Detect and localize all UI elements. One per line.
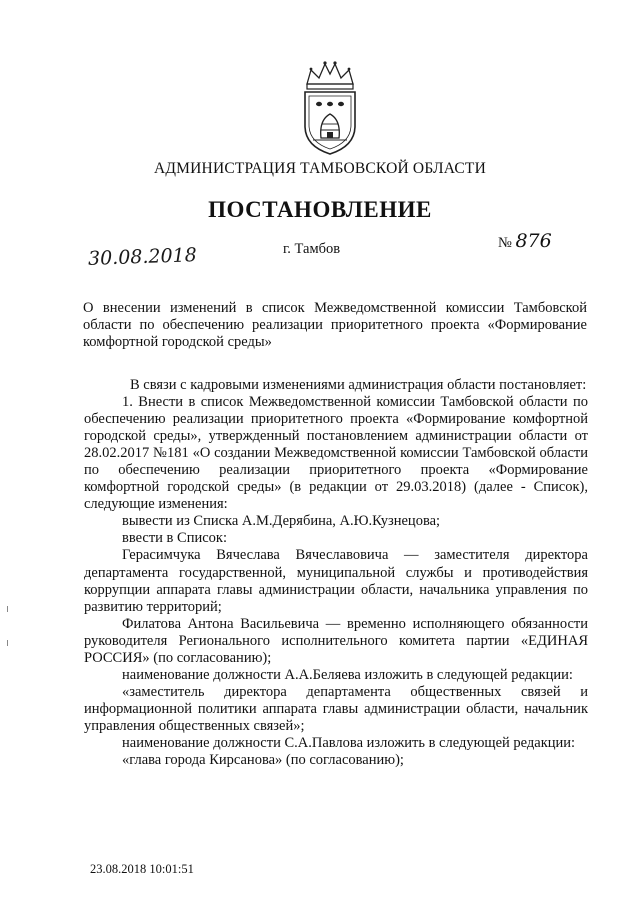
number-sign: №: [498, 235, 512, 251]
add-members-paragraph: ввести в Список:: [122, 530, 227, 547]
remove-members-paragraph: вывести из Списка А.М.Дерябина, А.Ю.Кузнецова;: [122, 513, 441, 530]
city-label: г. Тамбов: [283, 241, 341, 257]
document-number: [498, 230, 552, 252]
document-subject: О внесении изменений в список Межведомственной комиссии Тамбовской области по обеспечению реализации приоритетного проекта «Формирование комфортной городской среды»: [83, 300, 587, 350]
position-belyaev-text-paragraph: «заместитель директора департамента общественных связей и информационной политики аппарата главы администрации области, начальник управления общественных связей»;: [84, 683, 588, 734]
scan-mark: [7, 606, 8, 612]
position-pavlov-text-paragraph: «глава города Кирсанова» (по согласованию);: [122, 752, 404, 769]
coat-of-arms-icon: [295, 58, 365, 158]
clause-1-paragraph: 1. Внести в список Межведомственной комиссии Тамбовской области по обеспечению реализации приоритетного проекта «Формирование комфортной городской среды», утвержденный постановлением администрации области от 28.02.2017 №181 «О создании Межведомственной комиссии Тамбовской области по обеспечению реализации приоритетного проекта «Формирование комфортной городской среды» (в редакции от 29.03.2018) (далее - Список), следующие изменения:: [84, 394, 588, 513]
document-type-title: ПОСТАНОВЛЕНИЕ: [208, 197, 432, 222]
scan-mark: [7, 640, 8, 646]
handwritten-date: 30.08.2018: [87, 244, 198, 270]
member-gerasimchuk-paragraph: Герасимчука Вячеслава Вячеславовича — заместителя директора департамента государственной, муниципальной службы и противодействия коррупции аппарата главы администрации области, начальника управления по развитию территорий;: [84, 547, 588, 615]
handwritten-number: 876: [515, 230, 552, 252]
member-filatov-paragraph: Филатова Антона Васильевича — временно исполняющего обязанности руководителя Регионального исполнительного комитета партии «ЕДИНАЯ РОССИЯ» (по согласованию);: [84, 615, 588, 666]
preamble-paragraph: В связи с кадровыми изменениями администрация области постановляет:: [130, 377, 587, 393]
position-pavlov-paragraph: наименование должности С.А.Павлова изложить в следующей редакции:: [122, 734, 576, 751]
document-body: [84, 377, 588, 769]
print-timestamp: 23.08.2018 10:01:51: [90, 862, 194, 876]
position-belyaev-paragraph: наименование должности А.А.Беляева изложить в следующей редакции:: [122, 666, 573, 683]
organization-title: АДМИНИСТРАЦИЯ ТАМБОВСКОЙ ОБЛАСТИ: [154, 160, 486, 177]
